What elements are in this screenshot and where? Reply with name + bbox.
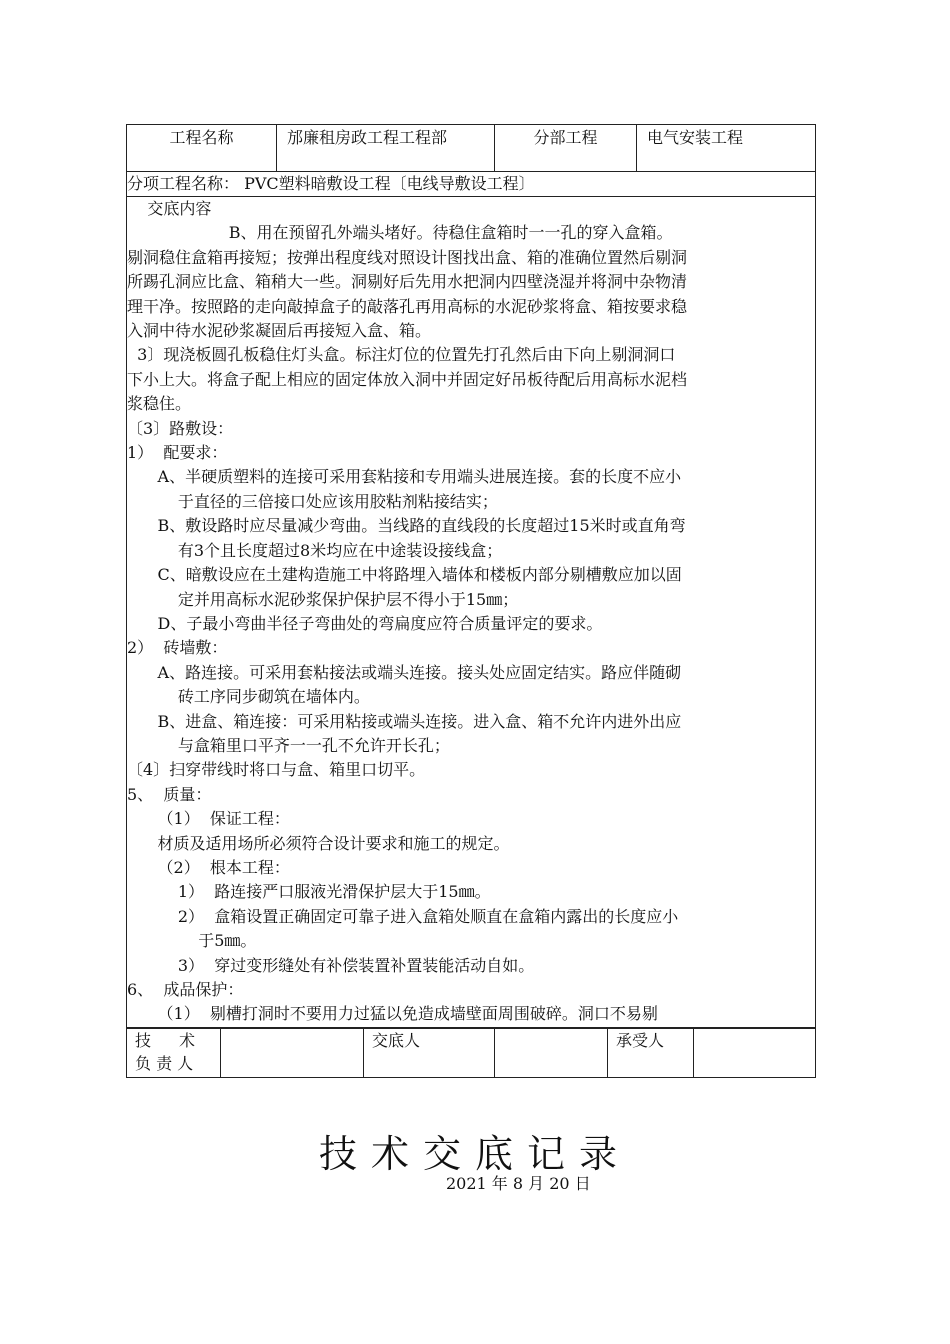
receiver-label: 承受人 — [608, 1028, 694, 1077]
header-row — [127, 125, 816, 172]
project-name-value: 邡廉租房政工程工程部 — [277, 125, 495, 172]
content-line: D、子最小弯曲半径子弯曲处的弯扁度应符合质量评定的要求。 — [127, 613, 603, 633]
content-line: 2） 盒箱设置正确固定可靠子进入盒箱处顺直在盒箱内露出的长度应小 — [127, 906, 679, 926]
content-line: 与盒箱里口平齐一一孔不允许开长孔； — [127, 735, 450, 755]
content-line: A、路连接。可采用套粘接法或端头连接。接头处应固定结实。路应伴随砌 — [127, 662, 682, 682]
content-line: 材质及适用场所必须符合设计要求和施工的规定。 — [127, 833, 510, 853]
handover-content — [127, 197, 816, 1028]
receiver-signature[interactable] — [694, 1028, 816, 1077]
content-line: B、进盒、箱连接：可采用粘接或端头连接。进入盒、箱不允许内进外出应 — [127, 711, 682, 731]
content-line: 入洞中待水泥砂浆凝固后再接短入盒、箱。 — [127, 321, 432, 341]
content-line: 3〕现浇板圆孔板稳住灯头盒。标注灯位的位置先打孔然后由下向上剔洞洞口 — [127, 345, 676, 365]
content-line: 于直径的三倍接口处应该用胶粘剂粘接结实； — [127, 491, 498, 511]
content-line: 有3个且长度超过8米均应在中途装设接线盒； — [127, 540, 503, 560]
division-value: 电气安装工程 — [637, 125, 816, 172]
content-line: 浆稳住。 — [127, 394, 192, 414]
document-date: 2021 年 8 月 20 日 — [446, 1174, 591, 1193]
content-line: 于5㎜。 — [127, 931, 257, 951]
handover-person-signature[interactable] — [495, 1028, 608, 1077]
document-title: 技术交底记录 — [318, 1132, 631, 1176]
content-line: （2） 根本工程： — [127, 857, 290, 877]
content-line: 砖工序同步砌筑在墙体内。 — [127, 687, 370, 707]
content-line: 下小上大。将盒子配上相应的固定体放入洞中并固定好吊板待配后用高标水泥档 — [127, 369, 688, 389]
signature-table — [126, 1028, 816, 1078]
tech-lead-signature[interactable] — [221, 1028, 364, 1077]
content-line: （1） 保证工程： — [127, 809, 290, 829]
content-line: 6、 成品保护： — [127, 980, 244, 999]
signature-row — [127, 1028, 816, 1077]
content-line: 1） 路连接严口服液光滑保护层大于15㎜。 — [127, 882, 491, 902]
content-line: B、敷设路时应尽量减少弯曲。当线路的直线段的长度超过15米时或直角弯 — [127, 516, 686, 536]
record-table — [126, 124, 816, 1028]
content-line: A、半硬质塑料的连接可采用套粘接和专用端头进展连接。套的长度不应小 — [127, 467, 682, 487]
content-line: 剔洞稳住盒箱再接短；按弹出程度线对照设计图找出盒、箱的准确位置然后剔洞 — [127, 247, 688, 267]
subproject-row — [127, 172, 816, 197]
content-line: 1） 配要求： — [127, 443, 228, 463]
division-label: 分部工程 — [495, 125, 637, 172]
content-line: 〔4〕扫穿带线时将口与盒、箱里口切平。 — [127, 760, 426, 780]
tech-lead-label: 技 术 负 责 人 — [127, 1028, 221, 1077]
subproject-name: 分项工程名称： PVC塑料暗敷设工程〔电线导敷设工程〕 — [127, 172, 816, 197]
content-lines — [127, 197, 815, 1027]
content-line: C、暗敷设应在土建构造施工中将路埋入墙体和楼板内部分剔槽敷应加以固 — [127, 565, 682, 585]
content-line: 〔3〕路敷设： — [127, 418, 234, 438]
content-line: 交底内容 — [127, 199, 212, 218]
handover-person-label: 交底人 — [364, 1028, 495, 1077]
content-line: 定并用高标水泥砂浆保护保护层不得小于15㎜； — [127, 589, 519, 609]
content-line: 理干净。按照路的走向敲掉盒子的敲落孔再用高标的水泥砂浆将盒、箱按要求稳 — [127, 296, 688, 316]
content-line: B、用在预留孔外端头堵好。待稳住盒箱时一一孔的穿入盒箱。 — [127, 223, 673, 243]
content-line: 所踢孔洞应比盒、箱稍大一些。洞剔好后先用水把洞内四壁浇湿并将洞中杂物清 — [127, 272, 688, 292]
content-row — [127, 197, 816, 1028]
content-line: 5、 质量： — [127, 784, 212, 804]
content-line: 3） 穿过变形缝处有补偿装置补置装能活动自如。 — [127, 955, 535, 975]
project-name-label: 工程名称 — [127, 125, 277, 172]
content-line: （1） 剔槽打洞时不要用力过猛以免造成墙壁面周围破碎。洞口不易剔 — [127, 1004, 658, 1024]
content-line: 2） 砖墙敷： — [127, 638, 228, 658]
record-sheet — [126, 124, 815, 1078]
